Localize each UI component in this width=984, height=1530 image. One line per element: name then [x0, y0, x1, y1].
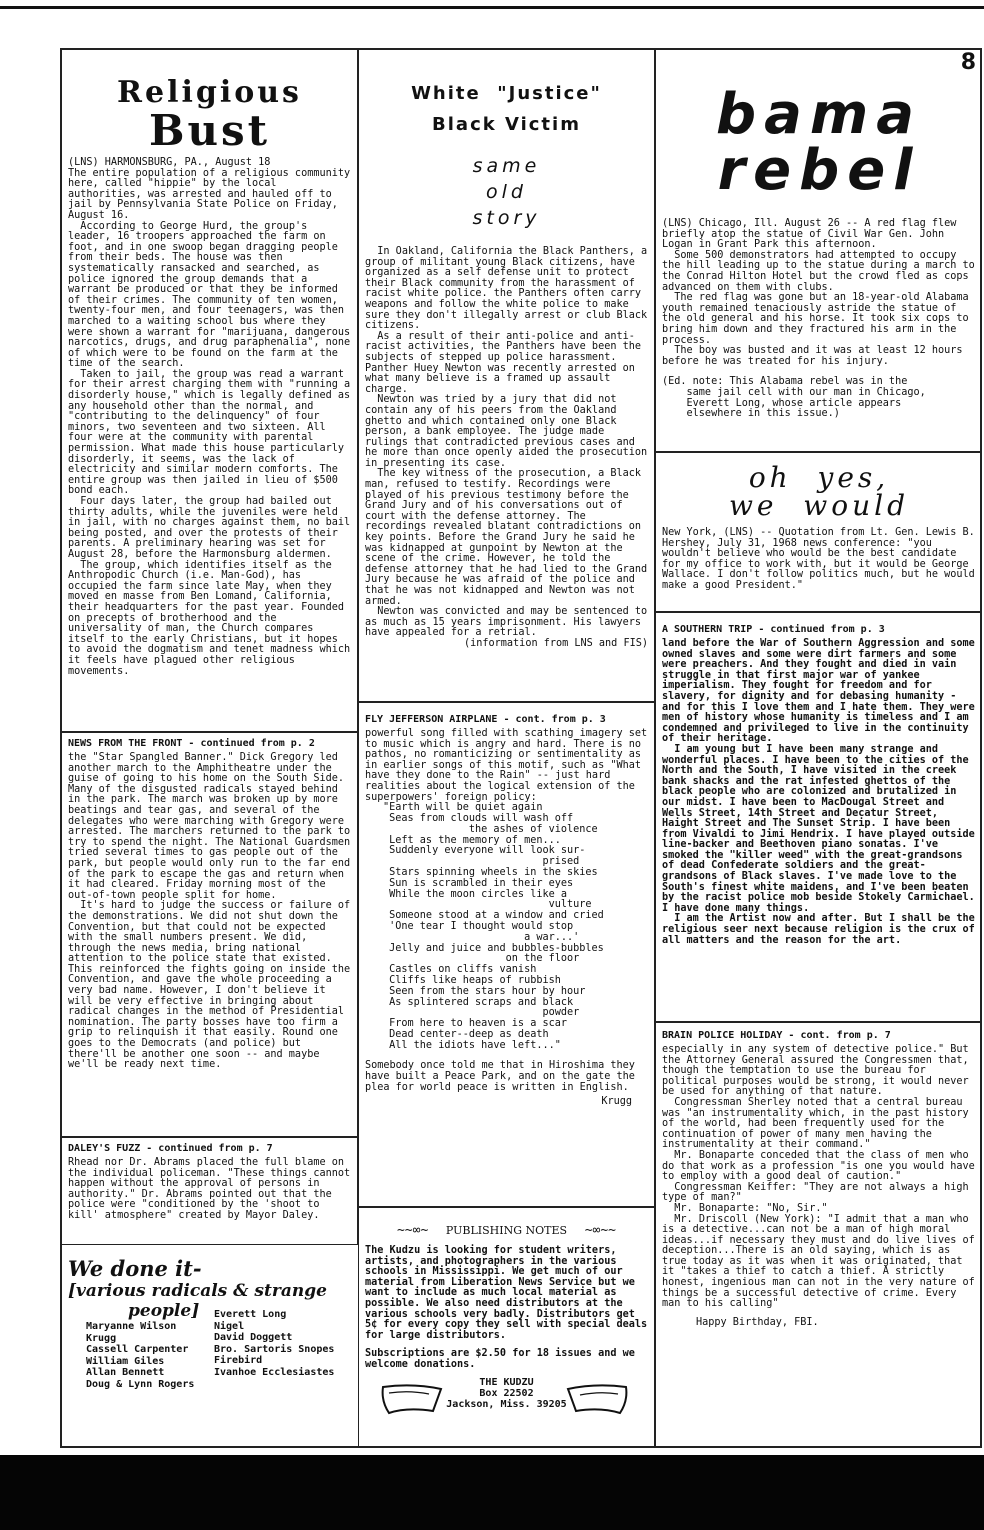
news-from-front-body: the "Star Spangled Banner." Dick Gregory led another march to the Amphitheatre under the guise of going to his home on the South Side. Many of the disgusted radicals stayed behind in the park. The march was broken up by more beatings and tear gas, and several of the delegates who were marching with Gregory were arrested. The marchers returned to the park to try to spend the night. The National Guardsmen tried several times to gas people out of the park, but people would only run to the far end of the park to escape the gas and return when it had cleared. Friday morning most of the out-of-town people split for home. It's hard to judge the success or failure of the demonstrations. We did not shut down the Convention, but that could not be expected with the small numbers present. We did, through the news media, bring national attention to the police state that existed. This reinforced the fights going on inside the Convention, and gave the whole proceeding a very bad name. However, I don't believe it will be very effective in bringing about radical changes in the method of Presidential nomination. The party bosses have too firm a grip to relinquish it that easily. Round one goes to the Democrats (and police) but there'll be another one soon -- and maybe we'll be ready next time. — [68, 752, 351, 1071]
white-justice-article — [358, 50, 655, 702]
white-justice-body: In Oakland, California the Black Panthers, a group of militant young Black citizens, have organized as a self defense unit to protect their Black community from the harassment of racist white police. the Panthers often carry weapons and follow the white police to make sure they don't illegally arrest or club Black citizens. As a result of their anti-police and anti-racist activities, the Panthers have been the subjects of stepped up police harassment. Panther Huey Newton was recently arrested on what many believe is a framed up assault charge. Newton was tried by a jury that did not contain any of his peers from the Oakland ghetto and which contained only one Black person, a bank employee. The judge made rulings that contradicted previous cases and he more than once openly aided the prosecution in presenting its case. The key witness of the prosecution, a Black man, refused to testify. Recordings were played of his previous testimony before the Grand Jury and of his conversations out of court with the defense attorney. The recordings revealed blatant contradictions on key points. Before the Grand Jury he said he was kidnapped at gunpoint by Newton at the scene of the crime. However, he told the defense attorney that he had lied to the Grand Jury because he was afraid of the police and that he was not kidnapped and Newton was not armed. Newton was convicted and may be sentenced to as much as 15 years imprisonment. His lawyers have appealed for a retrial. — [365, 246, 648, 639]
same-old-story-line3: story — [472, 207, 541, 229]
white-justice-title: White "Justice" — [411, 83, 602, 104]
news-from-front-header: NEWS FROM THE FRONT - continued from p. 2 — [68, 738, 315, 749]
southern-trip-header: A SOUTHERN TRIP - continued from p. 3 — [662, 624, 885, 635]
brain-police-header: BRAIN POLICE HOLIDAY - cont. from p. 7 — [662, 1030, 891, 1041]
religious-bust-title-line2: Bust — [148, 106, 271, 155]
jefferson-airplane-outro: Somebody once told me that in Hiroshima they have built a Peace Park, and on the gate the plea for world peace is written in English. — [365, 1060, 642, 1093]
address-block — [365, 1377, 648, 1437]
credit-name: David Doggett — [214, 1332, 293, 1343]
brain-police-closing: Happy Birthday, FBI. — [696, 1316, 819, 1328]
newspaper-page — [60, 48, 982, 1448]
bama-rebel-note: (Ed. note: This Alabama rebel was in the same jail cell with our man in Chicago, Everett Long, whose article appears elsewhere in this issue.) — [662, 376, 926, 420]
daleys-fuzz-body: Rhead nor Dr. Abrams placed the full blame on the individual policeman. "These things cannot happen without the approval of persons in authority." Dr. Abrams pointed out that the police were "conditioned by the 'shoot to kill' atmosphere" created by Mayor Daley. — [68, 1157, 357, 1221]
bama-rebel-body: (LNS) Chicago, Ill. August 26 -- A red flag flew briefly atop the statue of Civil War Gen. John Logan in Grant Park this afternoon. Some 500 demonstrators had attempted to occupy the hill leading up to the statue during a march to the Conrad Hilton Hotel but the crowd fled as cops advanced on them with clubs. The red flag was gone but an 18-year-old Alabama youth remained tenaciously astride the statue of the old general and his horse. It took six cops to bring him down and they fractured his arm in the process. The boy was busted and it was at least 12 hours before he was treated for his injury. — [662, 218, 975, 367]
jefferson-airplane-poem: "Earth will be quiet again Seas from clouds will wash off the ashes of violence Left as the memory of men... Suddenly everyone will look sur- prised Stars spinning wheels in the skies Sun is scrambled in their eyes While the moon circles like a vulture Someone stood at a window and cried 'One tear I thought would stop a war...' Jelly and juice and bubbles-bubbles on the floor Castles on cliffs vanish Cliffs like heaps of rubbish Seen from the stars hour by hour As splintered scraps and black powder From here to heaven is a scar Dead center--deep as death All the idiots have left..." — [383, 802, 604, 1051]
credits-names-left — [86, 1321, 214, 1390]
bama-rebel-title: bama — [715, 82, 922, 147]
publishing-notes-header — [365, 1219, 648, 1238]
publishing-notes-body: The Kudzu is looking for student writers, artists, and photographers in the various schools in Mississippi. We get much of our material from Liberation News Service but we want to include as much local material as possible. We also need distributors at the various schools very badly. Distributors get 5¢ for every copy they sell with special deals for large distributors. — [365, 1245, 654, 1341]
credits-title: We done it- — [68, 1256, 202, 1281]
daleys-fuzz-header: DALEY'S FUZZ - continued from p. 7 — [68, 1143, 273, 1154]
credit-name: Ivanhoe Ecclesiastes — [214, 1366, 335, 1378]
credit-name: Doug & Lynn Rogers — [86, 1378, 195, 1390]
religious-bust-article — [62, 50, 358, 732]
credit-name: Cassell Carpenter — [86, 1344, 189, 1355]
ornament-right-icon: ~∞~~ — [584, 1223, 617, 1238]
credits-subtitle-line2: people] — [128, 1301, 200, 1321]
jefferson-airplane-header: FLY JEFFERSON AIRPLANE - cont. from p. 3 — [365, 714, 606, 725]
credit-name: Nigel — [214, 1320, 245, 1332]
southern-trip-article — [655, 612, 982, 1022]
publishing-notes — [358, 1207, 655, 1448]
credit-name: Krugg — [86, 1332, 117, 1344]
black-victim-title: Black Victim — [432, 114, 581, 135]
publishing-notes-title: PUBLISHING NOTES — [445, 1224, 568, 1237]
we-would-title: we would — [728, 489, 910, 522]
jefferson-airplane-article — [358, 702, 655, 1207]
jefferson-airplane-signature: Krugg — [601, 1096, 632, 1108]
brain-police-body: especially in any system of detective police." But the Attorney General assured the Congressmen that, though the temptation to use the bureau for political purposes would be strong, it would never be used for anything of that nature. Congressman Sherley noted that a central bureau was "an instrumentality which, in the past history of the world, had been frequently used for the continuation of power of many men having the instrumentality at their command." Mr. Bonaparte conceded that the class of men who do that work as a profession "is one you would have to employ with a good deal of caution." Congressman Keiffer: "They are not always a high type of man?" Mr. Bonaparte: "No, Sir." Mr. Driscoll (New York): "I admit that a man who is a detective...can not be a man of high moral ideas...if necessary they must and do live lives of deception...There is an old saying, which is as true today as it was when it was originated, that it "takes a thief to catch a thief. A strictly honest, ingenious man can not in the very nature of things be a successful detective of crime. Every man to his calling" — [662, 1044, 975, 1310]
oh-yes-body: New York, (LNS) -- Quotation from Lt. Gen. Lewis B. Hershey, July 31, 1968 news conference: "you wouldn't believe who would be the best candidate for my office to work with, but it would be George Wallace. I don't follow politics much, but he would make a good President." — [662, 527, 981, 591]
jefferson-airplane-intro: powerful song filled with scathing imagery set to music which is angry and hard. There is no pathos, no romanticizing or sentimentality as in earlier songs of this motif, such as "What have they done to the Rain" -- just hard realities about the logical extension of the superpowers' foreign policy: — [365, 728, 654, 803]
credit-name: Maryanne Wilson — [86, 1321, 177, 1332]
credit-name: Bro. Sartoris Snopes — [214, 1343, 335, 1355]
address-box: Box 22502 — [479, 1387, 534, 1399]
credit-name: William Giles — [86, 1355, 165, 1367]
top-rule — [0, 6, 984, 9]
credits-box — [62, 1245, 358, 1448]
address-city: Jackson, Miss. 39205 — [446, 1398, 567, 1410]
bama-rebel-article — [655, 50, 982, 452]
credit-name: Firebird — [214, 1355, 263, 1366]
oh-yes-title: oh yes, — [748, 461, 890, 494]
southern-trip-body: land before the War of Southern Aggression and some owned slaves and some were dirt farmers and some were preachers. And they fought and died in vain struggle in that first major war of yankee imperialism. They fought for freedom and for slavery, for dignity and for debasing humanity - and for this I love them and I hate them. They were men of history whose humanity is timeless and I am condemned and privileged to live in the continuity of their heritage. I am young but I have been many strange and wonderful places. I have been to the cities of the North and the South, I have visited in the creek bank shacks and the rat infested ghettos of the black people who are colonized and brutalized in our midst. I have been to MacDougal Street and Wells Street, 14th Street and Decatur Street, Haight Street and The Sunset Strip. I have been from Vivaldi to Jimi Hendrix. I have played outside line-backer and Beethoven piano sonatas. I've smoked the "killer weed" with the great-grandsons of dead Confederate soldiers and the great-grandsons of Black slaves. I've made love to the South's finest white maidens, and I've been beaten by the racist police mob beside Stokely Carmichael. I have done many things. I am the Artist now and after. But I shall be the religious seer next because religion is the crux of all matters and the reason for the art. — [662, 638, 975, 946]
news-from-front-article — [62, 732, 358, 1137]
credits-names-right — [214, 1309, 334, 1390]
same-old-story-line2: old — [486, 181, 527, 203]
bottom-border — [0, 1455, 984, 1530]
credits-subtitle: [various radicals & strange — [68, 1281, 327, 1301]
credit-name: Everett Long — [214, 1309, 287, 1320]
address-name: THE KUDZU — [479, 1376, 534, 1388]
oh-yes-article — [655, 452, 982, 612]
credit-name: Allan Bennett — [86, 1367, 165, 1378]
bama-rebel-title-line2: rebel — [717, 138, 921, 203]
ornament-left-icon: ~~∞~ — [396, 1223, 429, 1238]
scroll-ornament-right-icon — [564, 1381, 630, 1417]
white-justice-credit: (information from LNS and FIS) — [463, 637, 648, 649]
same-old-story-line1: same — [472, 155, 541, 177]
brain-police-article — [655, 1022, 982, 1448]
religious-bust-body: (LNS) HARMONSBURG, PA., August 18 The entire population of a religious community here, called "hippie" by the local authorities, was arrested and hauled off to jail by Pennsylvania State Police on Friday, August 16. According to George Hurd, the group's leader, 16 troopers approached the farm on foot, and in one swoop began dragging people from their beds. The house was then systematically ransacked and searched, as police ignored the group demands that a warrant be produced or that they be informed of their crimes. The community of ten women, twenty-four men, and four teenagers, was then marched to a waiting school bus where they were shown a warrant for "marijuana, dangerous narcotics, drugs, and drug paraphenalia", none of which were to be found on the farm at the time of the search. Taken to jail, the group was read a warrant for their arrest charging them with "running a disorderly house," which is legally defined as any household other than the normal, and "contributing to the delinquency" of four minors, two seventeen and two sixteen. All four were at the community with parental permission. What made this house particularly disorderly, it seems, was the lack of electricity and similar modern comforts. The entire group was then jailed in lieu of $500 bond each. Four days later, the group had bailed out thirty adults, while the juveniles were held in jail, with no charges against them, no bail being posted, and over the protests of their parents. A preliminary hearing was set for August 28, before the Harmonsburg aldermen. The group, which identifies itself as the Anthropodic Church (i.e. Man-God), has occupied the farm since late May, when they moved en masse from Ben Lomand, California, their headquarters for the past year. Founded on precepts of brotherhood and the universality of man, the Church compares itself to the early Christians, but it hopes to avoid the dogmatism and tenet madness which it feels have plagued other religious movements. — [68, 157, 351, 677]
religious-bust-title: Religious — [117, 75, 302, 110]
page-number: 8 — [960, 50, 976, 75]
daleys-fuzz-article — [62, 1137, 358, 1245]
scroll-ornament-left-icon — [379, 1381, 445, 1417]
subscriptions-text: Subscriptions are $2.50 for 18 issues and we welcome donations. — [365, 1348, 642, 1370]
